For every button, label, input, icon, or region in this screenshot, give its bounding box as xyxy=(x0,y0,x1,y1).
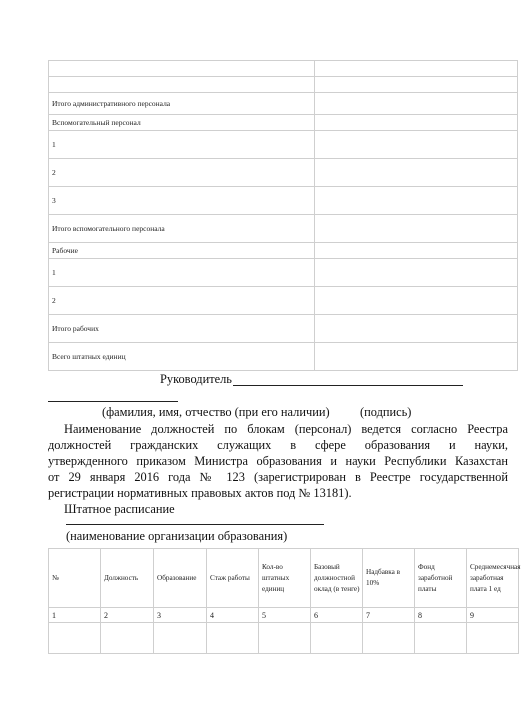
table-cell: 2 xyxy=(49,287,315,315)
paragraph-line: от 29 января 2016 года № 123 (зарегистрирован в Реестре государственной xyxy=(48,470,508,484)
table-cell xyxy=(415,623,467,654)
table-cell xyxy=(315,343,518,371)
column-number: 4 xyxy=(207,608,259,623)
table-row xyxy=(49,623,519,654)
table-cell: 2 xyxy=(49,159,315,187)
table-cell xyxy=(154,623,207,654)
paragraph-line: регистрации нормативных правовых актов под № 13181). xyxy=(48,486,352,500)
table-cell xyxy=(315,215,518,243)
column-number: 2 xyxy=(101,608,154,623)
column-header: Должность xyxy=(101,549,154,608)
table-row xyxy=(49,315,518,343)
table-row xyxy=(49,93,518,115)
signature-line-continuation xyxy=(48,401,178,402)
table-cell xyxy=(259,623,311,654)
table-cell xyxy=(315,287,518,315)
table-cell xyxy=(49,623,101,654)
table-cell: 1 xyxy=(49,259,315,287)
table-cell: Вспомогательный персонал xyxy=(49,115,315,131)
table-cell xyxy=(315,159,518,187)
column-number: 1 xyxy=(49,608,101,623)
column-number: 9 xyxy=(467,608,519,623)
table-cell xyxy=(363,623,415,654)
table-cell xyxy=(315,131,518,159)
table-cell xyxy=(315,187,518,215)
table-cell: Итого рабочих xyxy=(49,315,315,343)
table-row xyxy=(49,215,518,243)
table-cell xyxy=(49,77,315,93)
table-cell: Рабочие xyxy=(49,243,315,259)
table-row xyxy=(49,243,518,259)
table-cell xyxy=(315,93,518,115)
table-cell xyxy=(315,243,518,259)
table-cell xyxy=(315,115,518,131)
table-header-row xyxy=(49,549,519,608)
organization-caption: (наименование организации образования) xyxy=(66,529,288,543)
table-row xyxy=(49,159,518,187)
table-cell xyxy=(315,259,518,287)
column-number: 3 xyxy=(154,608,207,623)
table-row xyxy=(49,77,518,93)
table-cell xyxy=(49,61,315,77)
table-row xyxy=(49,608,519,623)
column-header: Кол-во штатных единиц xyxy=(259,549,311,608)
table-cell: 3 xyxy=(49,187,315,215)
column-header: Надбавка в 10% xyxy=(363,549,415,608)
table-cell xyxy=(315,315,518,343)
organization-line xyxy=(66,524,324,525)
column-header: Фонд заработной платы xyxy=(415,549,467,608)
column-header: Базовый должностной оклад (в тенге) xyxy=(311,549,363,608)
column-header: Среднемесячная заработная плата 1 ед xyxy=(467,549,519,608)
table-cell xyxy=(315,77,518,93)
name-caption: (фамилия, имя, отчество (при его наличии) xyxy=(102,405,330,419)
table-cell xyxy=(101,623,154,654)
table-cell xyxy=(207,623,259,654)
table-row xyxy=(49,259,518,287)
table-row xyxy=(49,61,518,77)
staffing-schedule-table xyxy=(48,548,519,654)
column-header: № xyxy=(49,549,101,608)
paragraph-line: Наименование должностей по блокам (персонал) ведется согласно Реестра xyxy=(64,422,508,436)
table-cell xyxy=(311,623,363,654)
column-number: 7 xyxy=(363,608,415,623)
paragraph-line: должностей гражданских служащих в сфере образования и науки, xyxy=(48,438,508,452)
table-row xyxy=(49,115,518,131)
table-cell xyxy=(315,61,518,77)
column-number: 8 xyxy=(415,608,467,623)
table-row xyxy=(49,287,518,315)
staff-totals-table xyxy=(48,60,518,371)
table-row xyxy=(49,131,518,159)
signature-line xyxy=(233,385,463,386)
table-row xyxy=(49,343,518,371)
column-number: 5 xyxy=(259,608,311,623)
table-cell: 1 xyxy=(49,131,315,159)
signature-caption: (подпись) xyxy=(360,405,412,419)
column-header: Образование xyxy=(154,549,207,608)
table-cell xyxy=(467,623,519,654)
head-label: Руководитель xyxy=(160,372,232,386)
table-cell: Всего штатных единиц xyxy=(49,343,315,371)
column-number: 6 xyxy=(311,608,363,623)
schedule-title: Штатное расписание xyxy=(64,502,175,516)
table-row xyxy=(49,187,518,215)
table-cell: Итого вспомогательного персонала xyxy=(49,215,315,243)
paragraph-line: утвержденного приказом Министра образования и науки Республики Казахстан xyxy=(48,454,508,468)
table-cell: Итого административного персонала xyxy=(49,93,315,115)
column-header: Стаж работы xyxy=(207,549,259,608)
